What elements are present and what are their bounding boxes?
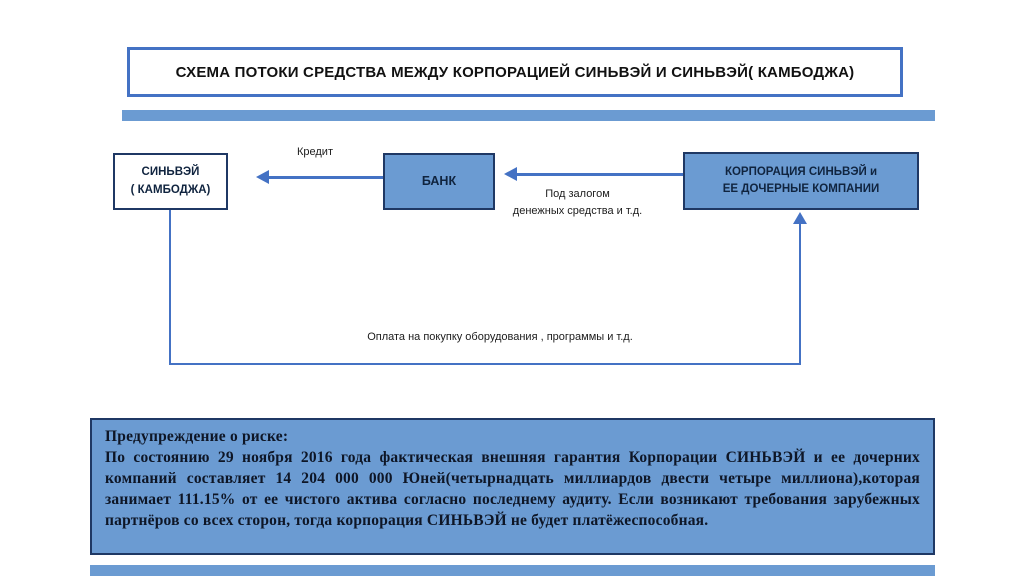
credit-label: Кредит [296, 146, 333, 158]
pledge-arrowhead-icon [504, 167, 517, 181]
risk-warning-box [90, 418, 935, 555]
node-label-line: КОРПОРАЦИЯ СИНЬВЭЙ и [724, 165, 878, 178]
pledge-label-line: денежных средства и т.д. [512, 205, 643, 218]
payment-label: Оплата на покупку оборудования , программы и т.д. [367, 331, 633, 343]
credit-arrow-line [269, 176, 383, 179]
payment-arrowhead-icon [793, 212, 807, 224]
pledge-label-line: Под залогом [545, 188, 610, 200]
credit-arrowhead-icon [256, 170, 269, 184]
node-label-line: БАНК [421, 174, 457, 189]
pledge-label [495, 186, 660, 220]
risk-warning-body: По состоянию 29 ноября 2016 года фактическая внешняя гарантия Корпорации СИНЬВЭЙ и ее дочерних компаний составляет 14 204 000 000 Юней(четырнадцать миллиардов двести четыре миллиона),которая занимает 111.15% от ее чистого актива согласно последнему аудиту. Если возникают требования зарубежных партнёров со всех сторон, тогда корпорация СИНЬВЭЙ не будет платёжеспособная. [105, 449, 920, 530]
payment-connector-left-segment [169, 210, 171, 365]
bottom-accent-bar [90, 565, 935, 576]
diagram-title: СХЕМА ПОТОКИ СРЕДСТВА МЕЖДУ КОРПОРАЦИЕЙ СИНЬВЭЙ И СИНЬВЭЙ( КАМБОДЖА) [175, 63, 855, 81]
risk-warning-heading: Предупреждение о риске: [105, 428, 289, 445]
payment-connector-right-segment [799, 224, 801, 365]
pledge-arrow-line [517, 173, 683, 176]
top-accent-bar [122, 110, 935, 121]
node-label-line: ЕЕ ДОЧЕРНЫЕ КОМПАНИИ [722, 183, 880, 195]
flow-node-corporation [683, 152, 919, 210]
node-label-line: ( КАМБОДЖА) [130, 183, 211, 196]
flow-node-sinway-cambodia [113, 153, 228, 210]
node-label-line: СИНЬВЭЙ [141, 166, 200, 179]
payment-connector-bottom-segment [169, 363, 801, 365]
diagram-title-box [127, 47, 903, 97]
flow-node-bank [383, 153, 495, 210]
